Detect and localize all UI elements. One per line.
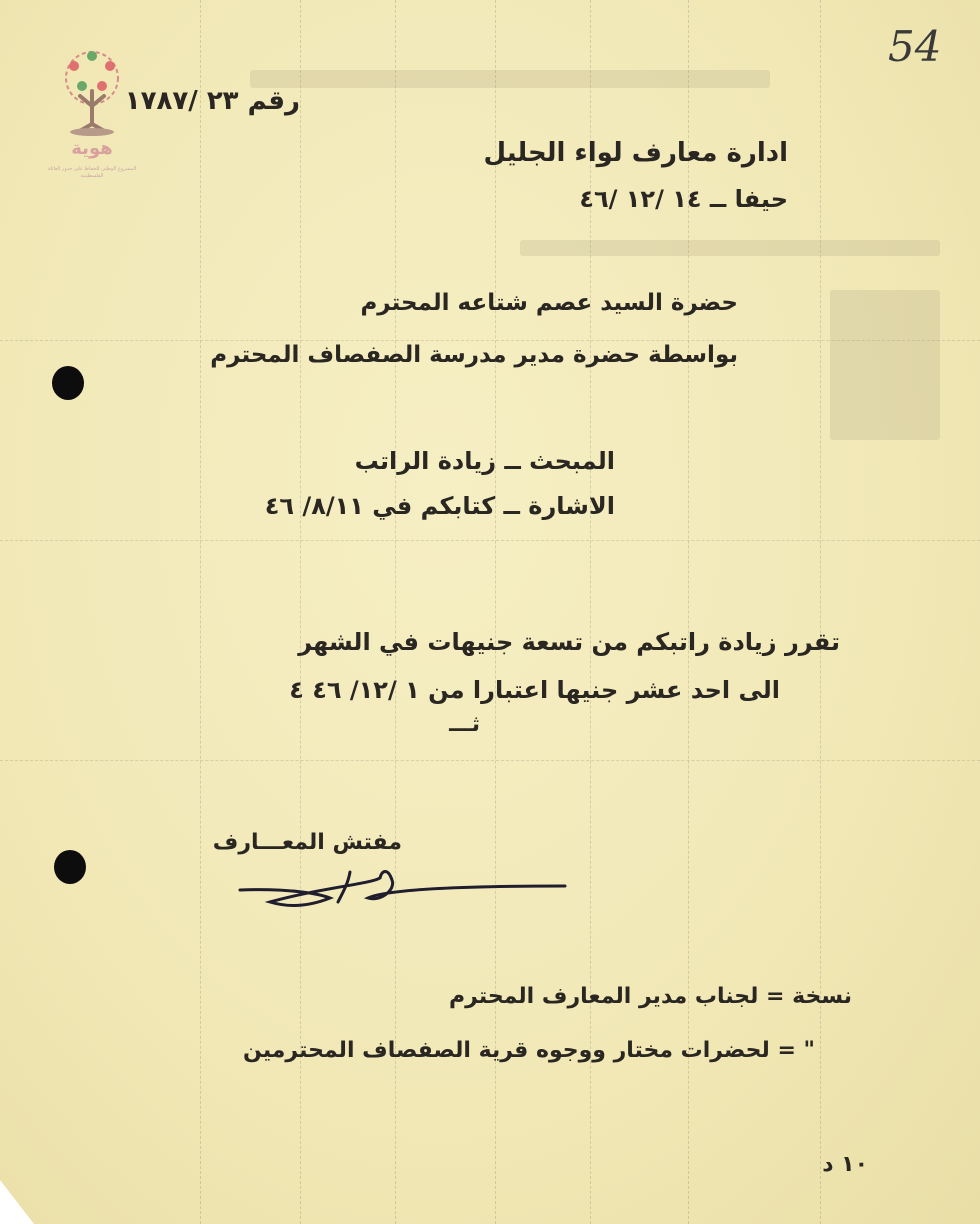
grid-line xyxy=(0,540,980,541)
issuer: ادارة معارف لواء الجليل xyxy=(483,138,788,168)
logo-name: هوية xyxy=(71,138,113,159)
footer-code: ١٠ د xyxy=(822,1152,868,1177)
signatory-title: مفتش المعـــارف xyxy=(212,830,402,855)
page-corner xyxy=(0,1180,34,1224)
punch-hole xyxy=(52,366,84,400)
copy-line-1: نسخة = لجناب مدير المعارف المحترم xyxy=(449,984,852,1009)
reference-line: الاشارة ــ كتابكم في ٨/١١/ ٤٦ xyxy=(264,492,615,520)
page-number: 54 xyxy=(888,22,942,71)
grid-line xyxy=(820,0,821,1224)
copy-line-2: " = لحضرات مختار ووجوه قرية الصفصاف المحترمين xyxy=(243,1038,815,1063)
punch-hole xyxy=(54,850,86,884)
logo-caption: المشروع الوطني للحفاظ على جذور العائلة الفلسطينية xyxy=(47,166,137,179)
signature xyxy=(230,858,580,918)
addressee: حضرة السيد عصم شتاعه المحترم xyxy=(360,290,738,316)
grid-line xyxy=(200,0,201,1224)
reference-number: رقم ٢٣ /١٧٨٧ xyxy=(124,86,300,116)
bleed-through xyxy=(830,290,940,440)
grid-line xyxy=(0,760,980,761)
handwritten-mark: ثـــ xyxy=(449,712,480,737)
body-line-2: الى احد عشر جنيها اعتبارا من ١ /١٢/ ٤٦ ٤ xyxy=(289,676,780,704)
body-line-1: تقرر زيادة راتبكم من تسعة جنيهات في الشهر xyxy=(298,628,840,656)
subject: المبحث ــ زيادة الراتب xyxy=(354,447,615,475)
bleed-through xyxy=(250,70,770,88)
date-line: حيفا ــ ١٤ /١٢ /٤٦ xyxy=(579,185,788,213)
via-line: بواسطة حضرة مدير مدرسة الصفصاف المحترم xyxy=(210,342,738,368)
bleed-through xyxy=(520,240,940,256)
